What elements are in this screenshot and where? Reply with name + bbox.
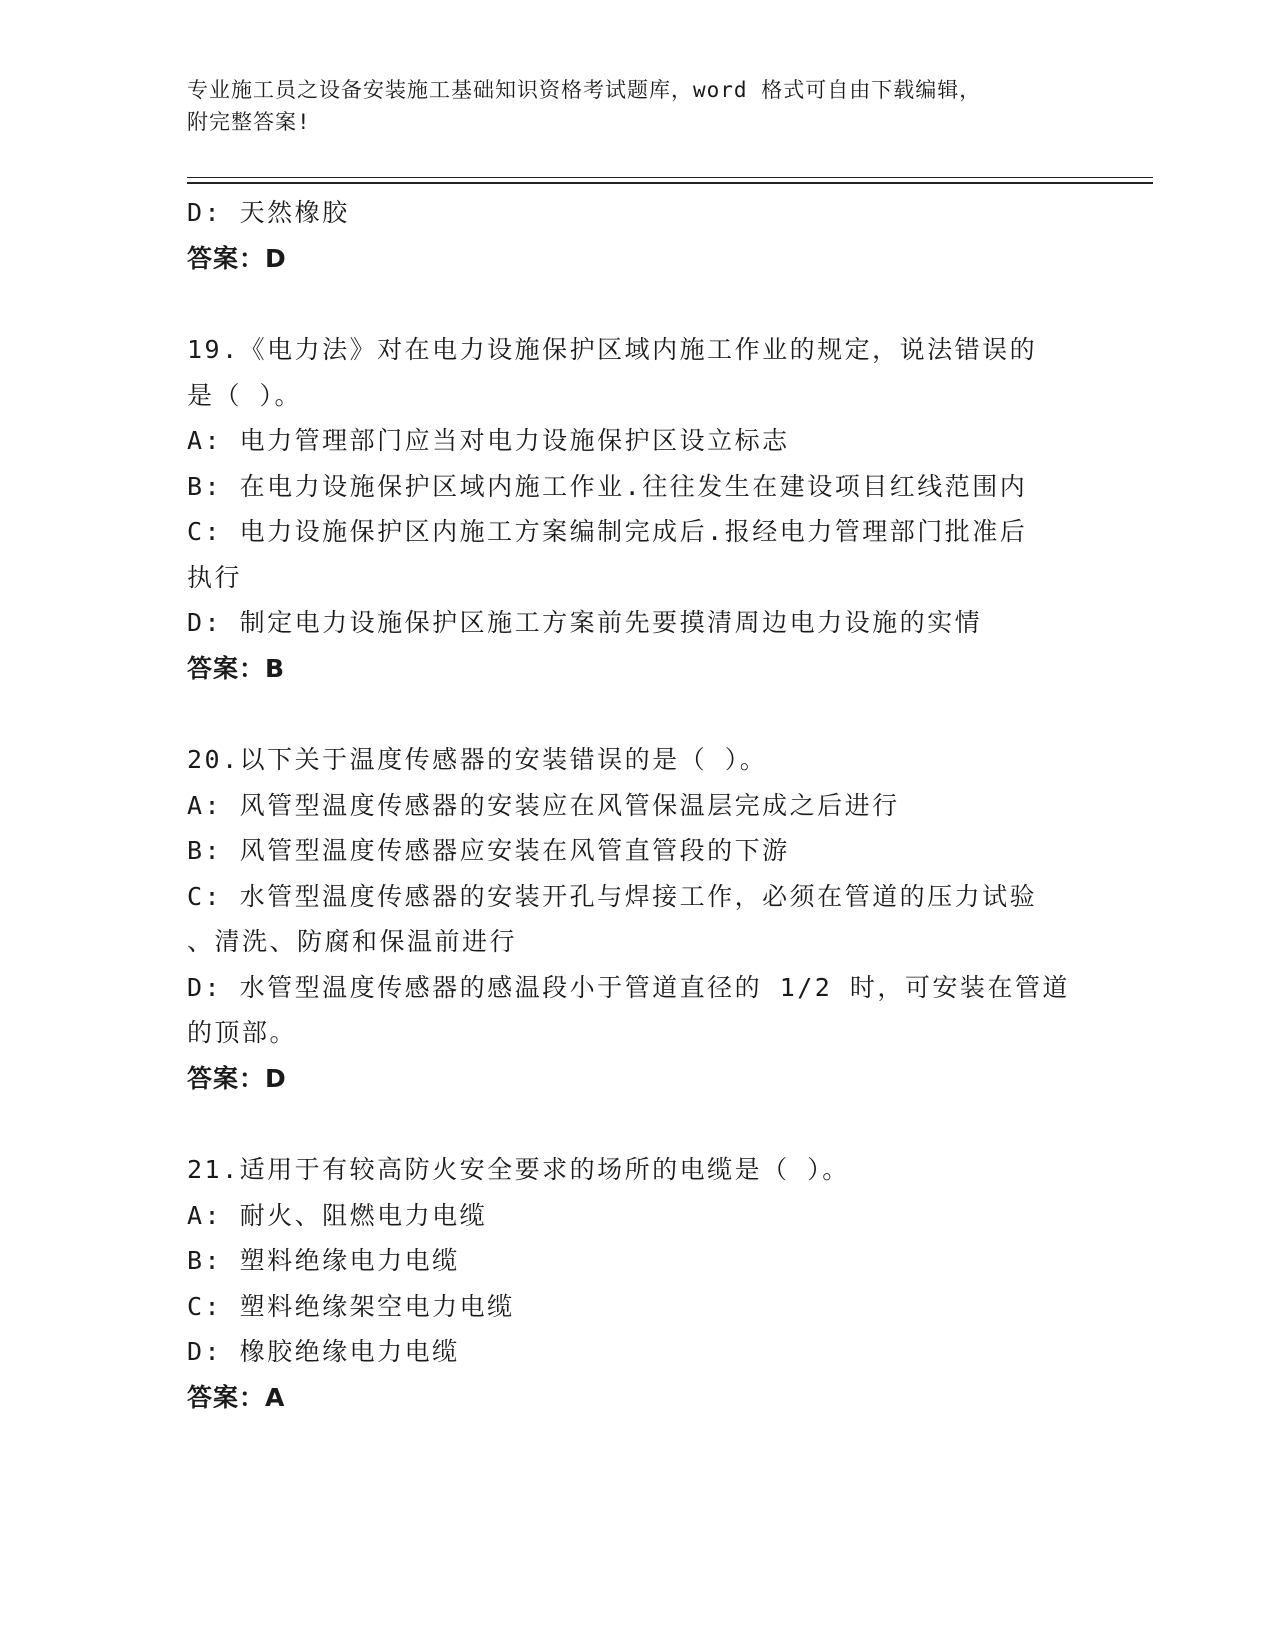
q20-option-c-line-2: 、清洗、防腐和保温前进行	[187, 927, 518, 956]
q21-stem: 21.适用于有较高防火安全要求的场所的电缆是（ ）。	[187, 1155, 850, 1184]
header-divider-thin	[187, 177, 1153, 178]
q21-option-b: B: 塑料绝缘电力电缆	[187, 1246, 460, 1275]
q18-answer: 答案：D	[187, 243, 287, 273]
header-divider-thick	[187, 182, 1153, 184]
q19-option-c-line-1: C: 电力设施保护区内施工方案编制完成后.报经电力管理部门批准后	[187, 517, 1028, 546]
spacer	[187, 691, 1087, 737]
q20-option-b: B: 风管型温度传感器应安装在风管直管段的下游	[187, 836, 790, 865]
q21-option-a: A: 耐火、阻燃电力电缆	[187, 1200, 488, 1230]
q19-stem-line-1: 19.《电力法》对在电力设施保护区域内施工作业的规定，说法错误的	[187, 335, 1038, 364]
q19-answer: 答案：B	[187, 653, 286, 683]
spacer	[187, 1101, 1087, 1147]
q19-option-b: B: 在电力设施保护区域内施工作业.往往发生在建设项目红线范围内	[187, 471, 1028, 501]
q21-option-c: C: 塑料绝缘架空电力电缆	[187, 1291, 515, 1321]
question-list	[187, 190, 1087, 1420]
q19-option-d: D: 制定电力设施保护区施工方案前先要摸清周边电力设施的实情	[187, 608, 983, 637]
document-header	[187, 74, 1067, 138]
q20-stem: 20.以下关于温度传感器的安装错误的是（ ）。	[187, 745, 768, 774]
spacer	[187, 281, 1087, 327]
q19-option-a: A: 电力管理部门应当对电力设施保护区设立标志	[187, 426, 790, 455]
header-line-1: 专业施工员之设备安装施工基础知识资格考试题库，word 格式可自由下载编辑，	[187, 78, 982, 102]
q21-option-d: D: 橡胶绝缘电力电缆	[187, 1337, 460, 1366]
q18-option-d: D: 天然橡胶	[187, 198, 350, 227]
q19-option-c-line-2: 执行	[187, 562, 243, 592]
q19-stem-line-2: 是（ ）。	[187, 380, 303, 410]
q20-option-a: A: 风管型温度传感器的安装应在风管保温层完成之后进行	[187, 790, 900, 820]
q21-answer: 答案：A	[187, 1382, 286, 1412]
q20-option-d-line-2: 的顶部。	[187, 1018, 298, 1047]
header-line-2: 附完整答案!	[187, 110, 311, 134]
q20-option-c-line-1: C: 水管型温度传感器的安装开孔与焊接工作，必须在管道的压力试验	[187, 881, 1038, 911]
q20-option-d-line-1: D: 水管型温度传感器的感温段小于管道直径的 1/2 时，可安装在管道	[187, 972, 1070, 1002]
q20-answer: 答案：D	[187, 1063, 287, 1093]
